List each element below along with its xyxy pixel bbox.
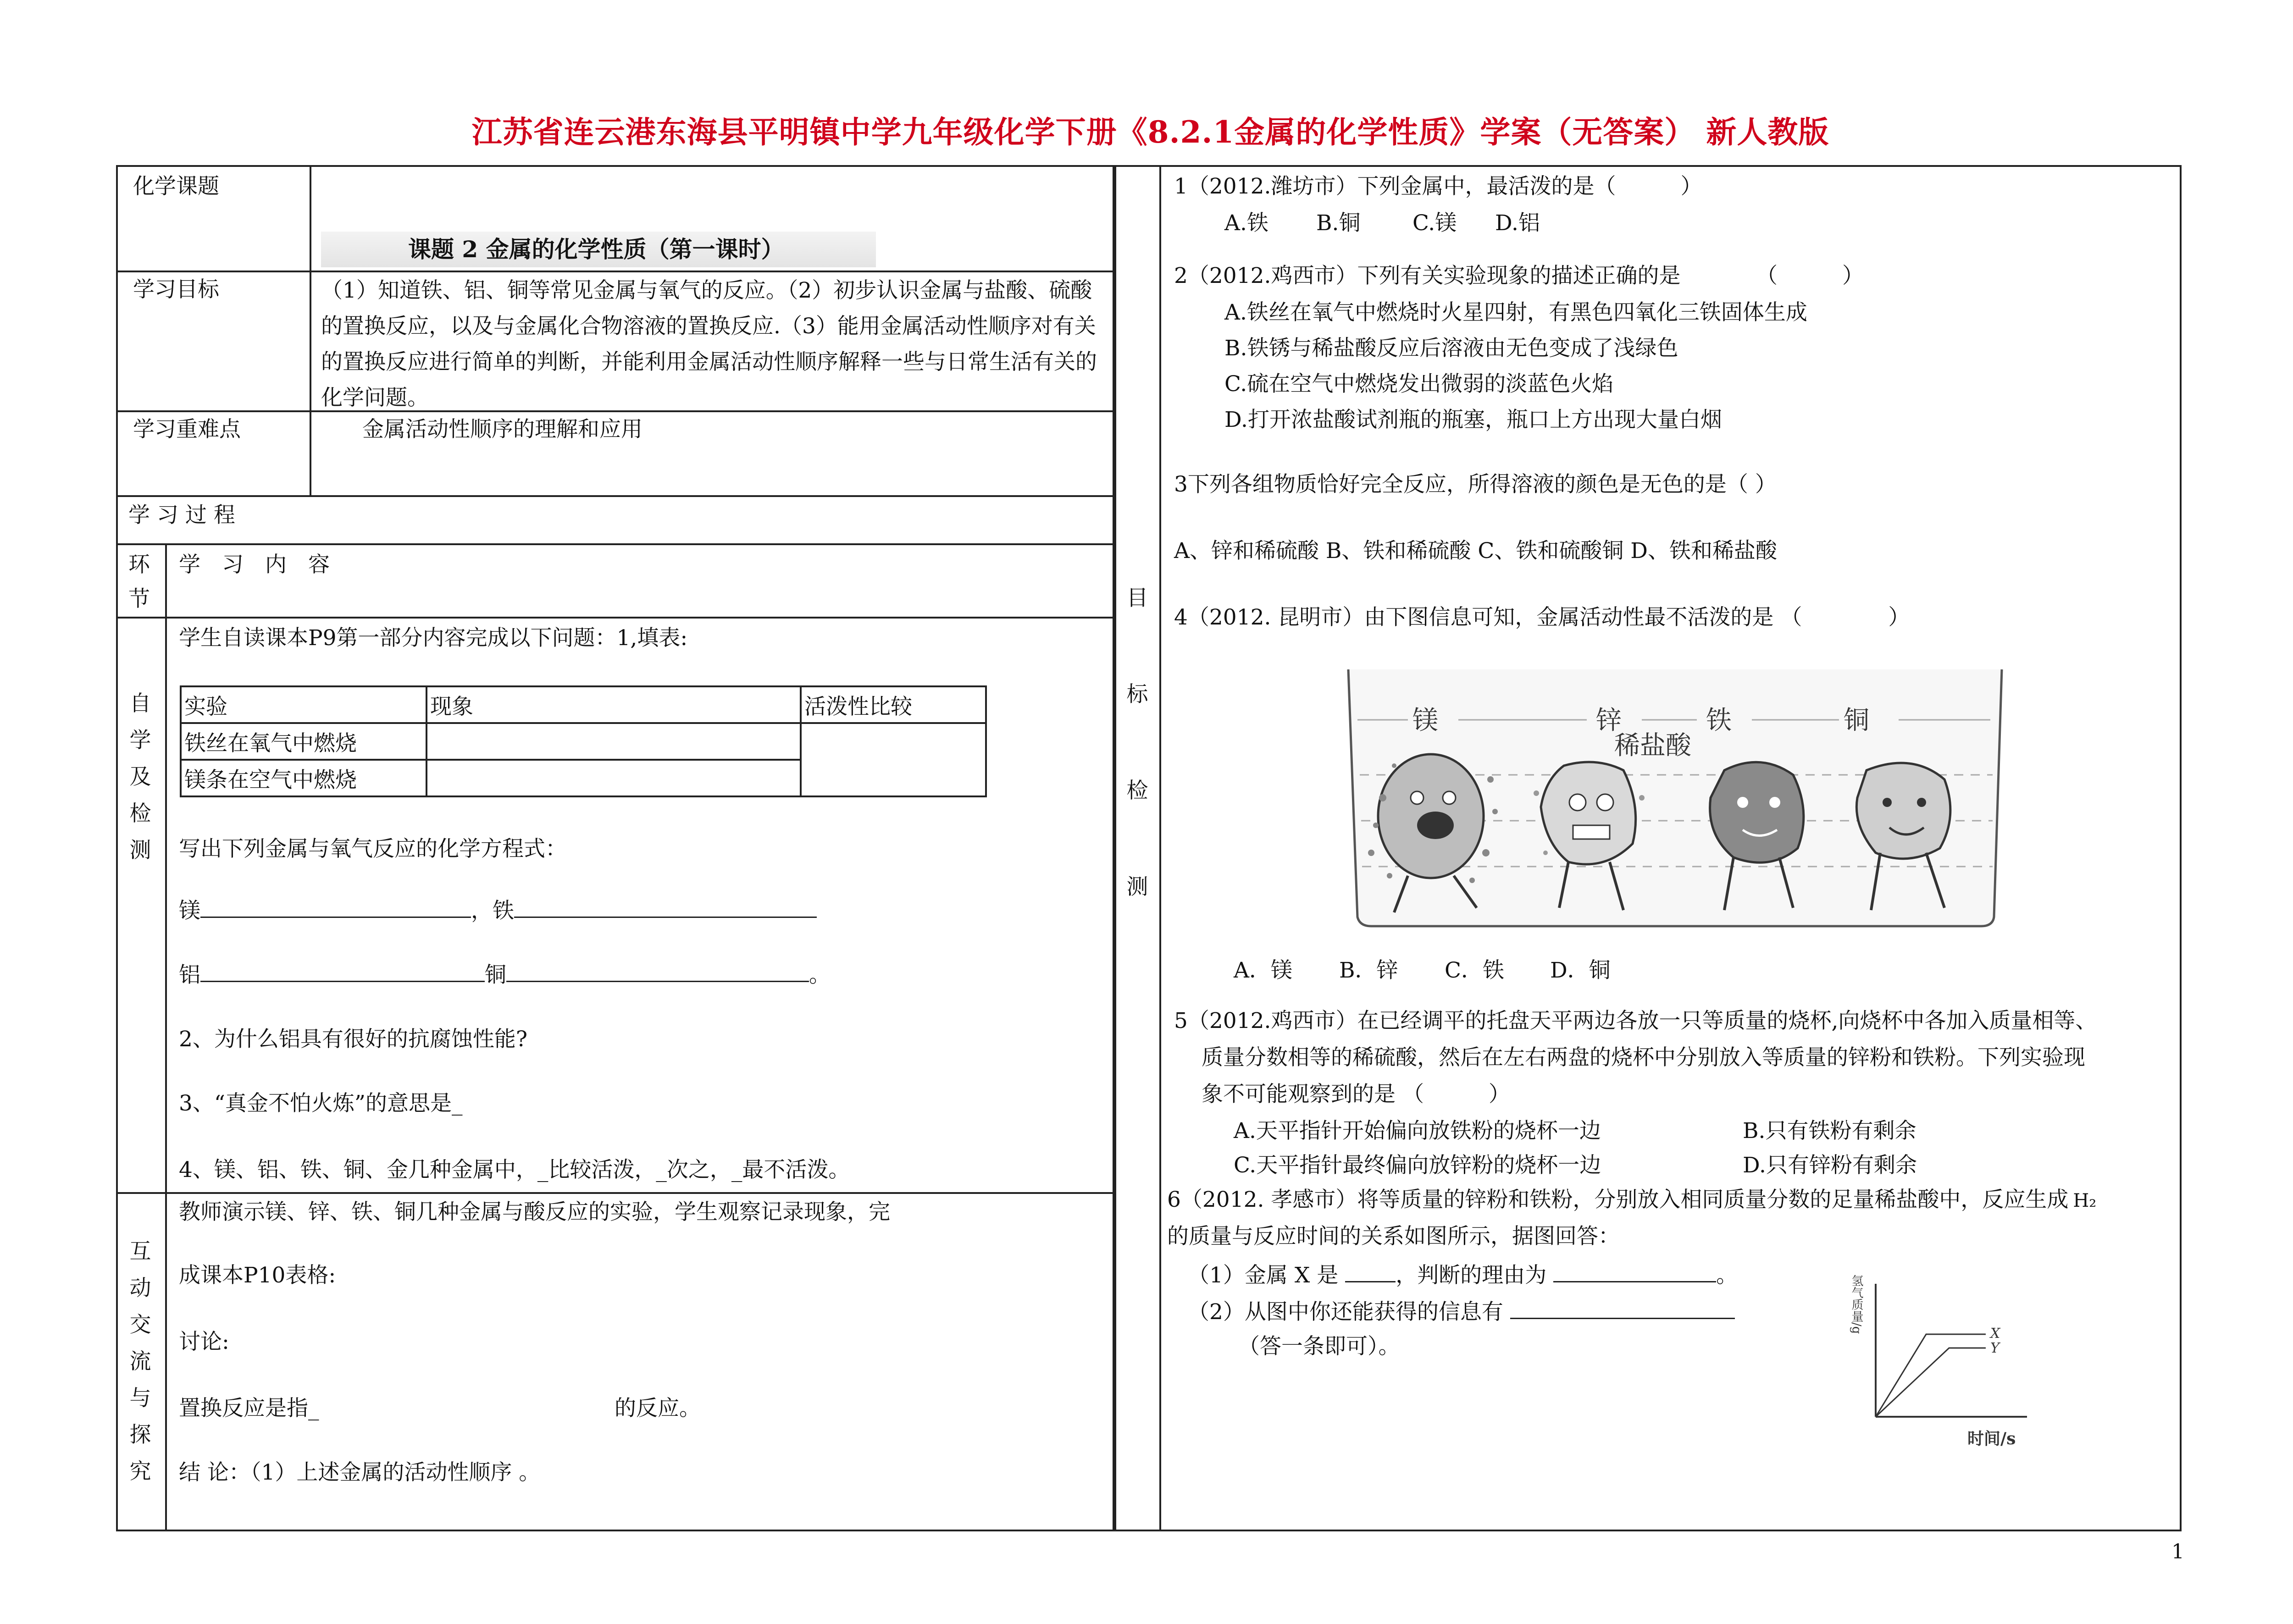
- h2-mass-time-graph: [1844, 1265, 2100, 1449]
- fill-table: [180, 685, 987, 797]
- graph-y-label: 氢气质量/g: [1850, 1275, 1863, 1334]
- document-title: 江苏省连云港东海县平明镇中学九年级化学下册《8.2.1金属的化学性质》学案（无答案） 新人教版: [471, 114, 1829, 150]
- rq1: 1（2012.潍坊市）下列金属中，最活泼的是（ ）: [1174, 174, 1702, 199]
- answer-blank[interactable]: [200, 896, 471, 918]
- goal-label: 学习目标: [133, 277, 219, 302]
- process-label: 学 习 过 程: [128, 503, 235, 528]
- fill-table-row-label: 铁丝在氧气中燃烧: [181, 723, 426, 760]
- page-number: 1: [2171, 1540, 2184, 1563]
- rq4: 4（2012. 昆明市）由下图信息可知，金属活动性最不活泼的是 （ ）: [1174, 605, 1910, 630]
- goal-text: （1）知道铁、铝、铜等常见金属与氧气的反应。（2）初步认识金属与盐酸、硫酸的置换反应，以及与金属化合物溶液的置换反应.（3）能用金属活动性顺序对有关的置换反应进行简单的判断，并能利用金属活动性顺序解释一些与日常生活有关的化学问题。: [321, 278, 1097, 410]
- answer-blank[interactable]: [514, 896, 817, 918]
- rq2-option-d: D.打开浓盐酸试剂瓶的瓶塞，瓶口上方出现大量白烟: [1224, 407, 1722, 432]
- key-label: 学习重难点: [133, 417, 241, 442]
- demo-text-2: 成课本P10表格:: [179, 1263, 336, 1288]
- answer-blank[interactable]: [1345, 1261, 1396, 1282]
- discuss-label: 讨论:: [179, 1329, 229, 1354]
- equation-line-al-cu: 铝 铜 。: [179, 961, 831, 989]
- fill-table-cell[interactable]: [426, 760, 801, 796]
- fill-table-header: 活泼性比较: [801, 686, 986, 723]
- fill-table-cell[interactable]: [426, 723, 801, 760]
- content-label: 学 习 内 容: [179, 552, 330, 577]
- graph-x-label: 时间/s: [1967, 1429, 2016, 1448]
- rq2: 2（2012.鸡西市）下列有关实验现象的描述正确的是 （ ）: [1174, 263, 1864, 288]
- target-test-label: 目 标 检 测: [1126, 586, 1148, 900]
- answer-blank[interactable]: [200, 961, 485, 982]
- question-4: 4、镁、铝、铁、铜、金几种金属中，_比较活泼，_次之，_最不活泼。: [179, 1157, 850, 1182]
- metal-label-mg: 镁: [1412, 706, 1438, 735]
- rq5-option-b: B.只有铁粉有剩余: [1743, 1118, 1916, 1143]
- rq5-line-3: 象不可能观察到的是 （ ）: [1202, 1082, 1510, 1107]
- rq5-line-1: 5（2012.鸡西市）在已经调平的托盘天平两边各放一只等质量的烧杯,向烧杯中各加入质量相等、: [1174, 1008, 2097, 1033]
- question-2: 2、为什么铝具有很好的抗腐蚀性能?: [179, 1027, 528, 1052]
- key-text: 金属活动性顺序的理解和应用: [362, 417, 642, 442]
- rq6-line-2: 的质量与反应时间的关系如图所示，据图回答：: [1167, 1224, 1620, 1249]
- self-study-label: 自 学 及 检 测: [129, 691, 151, 863]
- equations-prompt: 写出下列金属与氧气反应的化学方程式：: [179, 836, 567, 862]
- equation-line-mg-fe: 镁 ，铁: [179, 896, 817, 925]
- acid-label: 稀盐酸: [1614, 731, 1691, 761]
- rq3: 3下列各组物质恰好完全反应，所得溶液的颜色是无色的是（ ）: [1174, 472, 1777, 497]
- answer-blank[interactable]: [506, 961, 809, 982]
- rq5-option-a: A.天平指针开始偏向放铁粉的烧杯一边: [1234, 1118, 1601, 1143]
- metals-in-acid-figure: [1339, 660, 2009, 935]
- self-study-intro: 学生自读课本P9第一部分内容完成以下问题：1,填表:: [179, 625, 688, 651]
- answer-blank[interactable]: [1510, 1298, 1735, 1319]
- graph-series-x: X: [1990, 1326, 2000, 1342]
- course-label: 化学课题: [133, 174, 219, 199]
- metal-label-fe: 铁: [1706, 706, 1732, 735]
- graph-series-y: Y: [1990, 1340, 1999, 1356]
- rq5-option-c: C.天平指针最终偏向放锌粉的烧杯一边: [1234, 1153, 1601, 1178]
- rq2-option-a: A.铁丝在氧气中燃烧时火星四射，有黑色四氧化三铁固体生成: [1224, 300, 1807, 325]
- conclusion: 结 论：（1）上述金属的活动性顺序 。: [179, 1460, 541, 1485]
- fill-table-cell[interactable]: [801, 723, 986, 796]
- segment-label-1: 环: [128, 552, 150, 577]
- rq5-option-d: D.只有锌粉有剩余: [1743, 1153, 1917, 1178]
- segment-label-2: 节: [128, 586, 150, 612]
- rq6-answer-1: （1）金属 X 是 ，判断的理由为 。: [1188, 1261, 1738, 1290]
- rq4-options: A．镁 B．锌 C．铁 D．铜: [1234, 958, 1611, 983]
- rq6-line-1: 6（2012. 孝感市）将等质量的锌粉和铁粉，分别放入相同质量分数的足量稀盐酸中，反应生成 H₂: [1167, 1187, 2097, 1212]
- fill-table-header: 实验: [181, 686, 426, 723]
- rq6-answer-note: （答一条即可）。: [1238, 1334, 1400, 1359]
- course-title: 课题 2 金属的化学性质（第一课时）: [408, 236, 784, 263]
- rq2-option-c: C.硫在空气中燃烧发出微弱的淡蓝色火焰: [1224, 371, 1614, 397]
- rq3-options: A、锌和稀硫酸 B、铁和稀硫酸 C、铁和硫酸铜 D、铁和稀盐酸: [1174, 538, 1777, 563]
- metal-label-zn: 锌: [1596, 706, 1622, 735]
- rq6-answer-2: （2）从图中你还能获得的信息有: [1188, 1298, 1735, 1326]
- fill-table-row-label: 镁条在空气中燃烧: [181, 760, 426, 796]
- rq1-options: A.铁 B.铜 C.镁 D.铝: [1224, 210, 1540, 236]
- rq5-line-2: 质量分数相等的稀硫酸，然后在左右两盘的烧杯中分别放入等质量的锌粉和铁粉。下列实验现: [1202, 1045, 2085, 1070]
- replace-reaction-b: 的反应。: [615, 1396, 701, 1421]
- interaction-label: 互 动 交 流 与 探 究: [129, 1239, 151, 1484]
- replace-reaction-a: 置换反应是指_: [179, 1396, 319, 1421]
- question-3: 3、“真金不怕火炼”的意思是_: [179, 1091, 463, 1116]
- rq2-option-b: B.铁锈与稀盐酸反应后溶液由无色变成了浅绿色: [1224, 336, 1678, 361]
- metal-label-cu: 铜: [1844, 706, 1869, 735]
- demo-text-1: 教师演示镁、锌、铁、铜几种金属与酸反应的实验，学生观察记录现象，完: [179, 1199, 890, 1225]
- fill-table-header: 现象: [426, 686, 801, 723]
- answer-blank[interactable]: [1553, 1261, 1716, 1282]
